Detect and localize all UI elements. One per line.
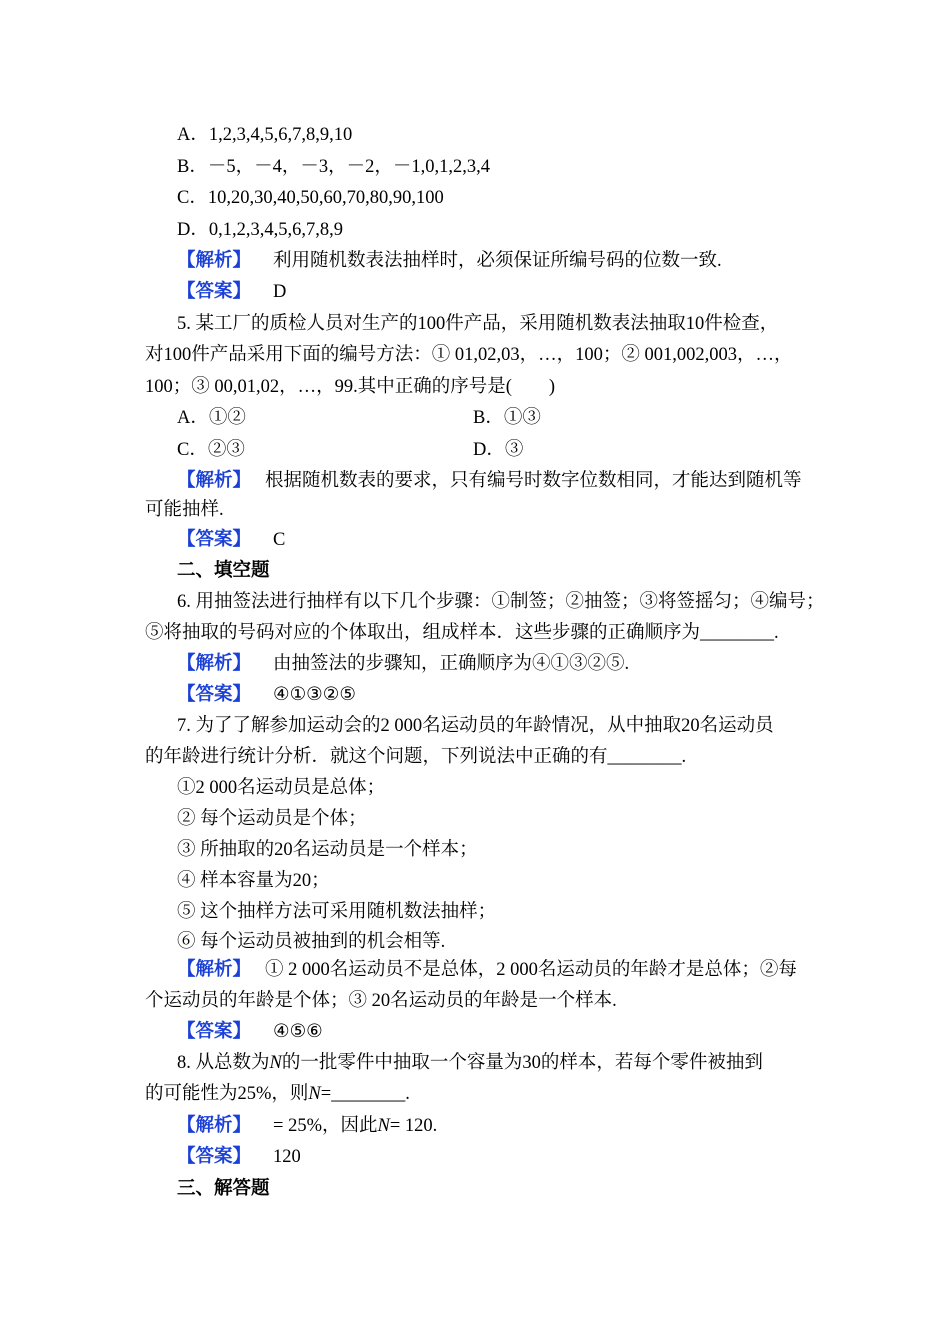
answer-label: 【答案】	[177, 282, 252, 302]
q8-answer	[177, 1145, 301, 1169]
q7-statement-2: ② 每个运动员是个体；	[177, 809, 367, 829]
q8-line-1	[177, 1051, 763, 1075]
q6-answer	[177, 683, 356, 707]
q4-analysis	[177, 249, 722, 273]
q5-analysis-line-2: 可能抽样.	[145, 500, 224, 520]
q7-line-2: 的年龄进行统计分析．就这个问题，下列说法中正确的有________.	[145, 747, 687, 767]
analysis-label: 【解析】	[177, 471, 252, 491]
q8-analysis	[177, 1114, 437, 1138]
q6-analysis-text: 由抽签法的步骤知，正确顺序为④①③②⑤.	[273, 654, 630, 674]
q8-analysis-a: = 25%，因此	[273, 1116, 378, 1136]
q7-statement-5: ⑤ 这个抽样方法可采用随机数法抽样；	[177, 902, 497, 922]
answer-label: 【答案】	[177, 685, 252, 705]
section-heading-fill-in: 二、填空题	[177, 561, 270, 581]
q8-line-1-a: 8. 从总数为	[177, 1053, 270, 1073]
q4-option-b: B．－5，－4，－3，－2，－1,0,1,2,3,4	[177, 157, 490, 177]
analysis-label: 【解析】	[177, 960, 252, 980]
q7-statement-3: ③ 所抽取的20名运动员是一个样本；	[177, 840, 478, 860]
q4-option-c: C．10,20,30,40,50,60,70,80,90,100	[177, 188, 444, 208]
q8-line-2	[145, 1082, 410, 1106]
q7-analysis-line-2: 个运动员的年龄是个体；③ 20名运动员的年龄是一个样本.	[145, 991, 617, 1011]
q7-analysis-line-1	[177, 958, 797, 982]
q8-line-1-b: 的一批零件中抽取一个容量为30的样本，若每个零件被抽到	[281, 1053, 763, 1073]
q4-answer-text: D	[273, 282, 287, 302]
analysis-label: 【解析】	[177, 251, 252, 271]
q6-analysis	[177, 652, 629, 676]
q8-line-2-a: 的可能性为25%，则	[145, 1084, 309, 1104]
q5-option-c: C．②③	[177, 440, 245, 460]
q7-analysis-text: ① 2 000名运动员不是总体，2 000名运动员的年龄才是总体；②每	[265, 960, 797, 980]
q7-answer	[177, 1020, 323, 1044]
q6-line-1: 6. 用抽签法进行抽样有以下几个步骤：①制签；②抽签；③将签摇匀；④编号；	[177, 592, 825, 612]
analysis-label: 【解析】	[177, 1116, 252, 1136]
answer-label: 【答案】	[177, 1147, 252, 1167]
q8-line-2-b: =________.	[320, 1084, 410, 1104]
q6-line-2: ⑤将抽取的号码对应的个体取出，组成样本．这些步骤的正确顺序为________.	[145, 623, 779, 643]
q4-analysis-text: 利用随机数表法抽样时，必须保证所编号码的位数一致.	[273, 251, 722, 271]
q5-option-d: D．③	[473, 440, 524, 460]
answer-label: 【答案】	[177, 530, 252, 550]
q7-answer-text: ④⑤⑥	[273, 1022, 323, 1042]
answer-label: 【答案】	[177, 1022, 252, 1042]
analysis-label: 【解析】	[177, 654, 252, 674]
q5-line-2: 对100件产品采用下面的编号方法：① 01,02,03，…，100；② 001,002,003，…，	[145, 345, 793, 365]
q7-statement-6: ⑥ 每个运动员被抽到的机会相等.	[177, 932, 446, 952]
q7-line-1: 7. 为了了解参加运动会的2 000名运动员的年龄情况，从中抽取20名运动员	[177, 716, 774, 736]
variable-n: N	[377, 1116, 390, 1136]
q5-analysis-text: 根据随机数表的要求，只有编号时数字位数相同，才能达到随机等	[265, 471, 802, 491]
q4-option-a: A．1,2,3,4,5,6,7,8,9,10	[177, 125, 353, 145]
q5-analysis-line-1	[177, 469, 802, 493]
q5-option-b: B．①③	[473, 408, 541, 428]
section-heading-solutions: 三、解答题	[177, 1179, 270, 1199]
q8-answer-text: 120	[273, 1147, 301, 1167]
q5-option-a: A．①②	[177, 408, 246, 428]
variable-n: N	[269, 1053, 282, 1073]
q4-answer	[177, 280, 286, 304]
q5-line-1: 5. 某工厂的质检人员对生产的100件产品，采用随机数表法抽取10件检查，	[177, 314, 779, 334]
q7-statement-1: ①2 000名运动员是总体；	[177, 778, 386, 798]
q4-option-d: D．0,1,2,3,4,5,6,7,8,9	[177, 220, 343, 240]
q7-statement-4: ④ 样本容量为20；	[177, 871, 330, 891]
q6-answer-text: ④①③②⑤	[273, 685, 356, 705]
variable-n: N	[308, 1084, 321, 1104]
q5-line-3: 100；③ 00,01,02，…，99.其中正确的序号是( )	[145, 377, 556, 397]
q5-answer-text: C	[273, 530, 286, 550]
q8-analysis-b: = 120.	[389, 1116, 438, 1136]
q5-answer	[177, 528, 285, 552]
